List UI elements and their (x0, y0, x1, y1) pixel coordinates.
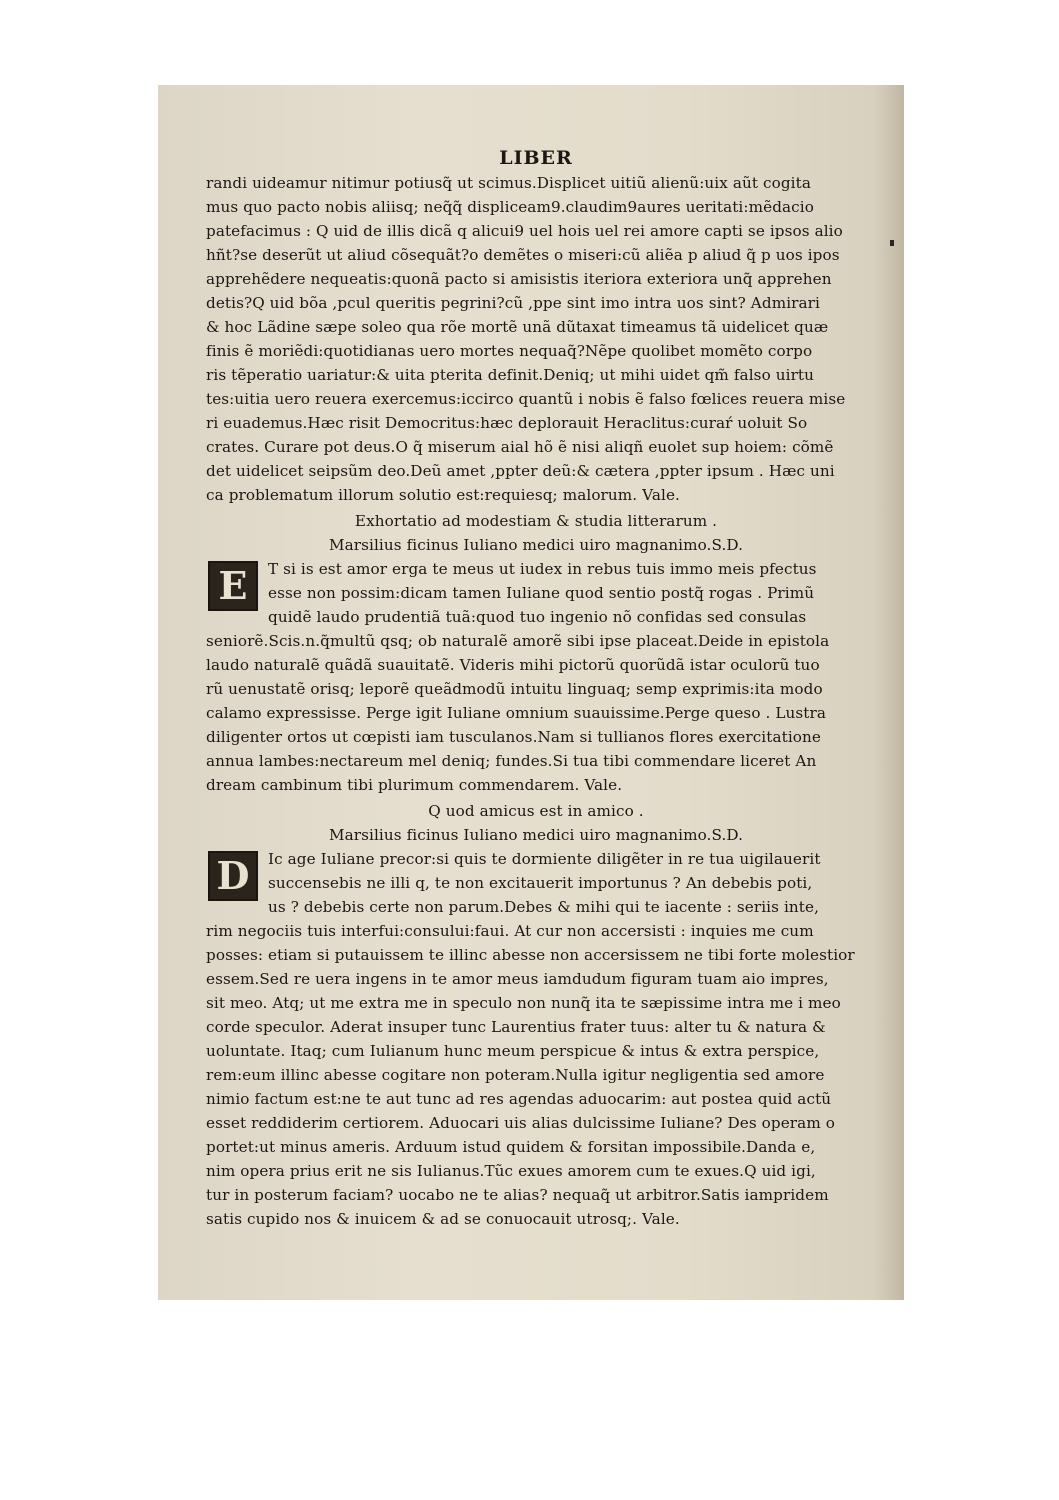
decorated-initial-e: E (208, 561, 258, 611)
section2-lines (206, 557, 866, 797)
text-line: diligenter ortos ut cœpisti iam tusculanos.Nam si tullianos flores exercitatione (206, 728, 821, 746)
text-line: apprehẽdere nequeatis:quonã pacto si amisistis iteriora exteriora unq̃ apprehen (206, 270, 832, 288)
text-line: T si is est amor erga te meus ut iudex in rebus tuis immo meis pfectus (268, 560, 817, 578)
text-line: satis cupido nos & inuicem & ad se conuocauit utrosq;. Vale. (206, 1210, 680, 1228)
text-line: ri euademus.Hæc risit Democritus:hæc deplorauit Heraclitus:curaŕ uoluit So (206, 414, 808, 432)
text-line: esse non possim:dicam tamen Iuliane quod sentio postq̃ rogas . Primũ (268, 584, 815, 602)
text-line: portet:ut minus ameris. Arduum istud quidem & forsitan impossibile.Danda e, (206, 1138, 816, 1156)
paragraph-letter-end (206, 171, 866, 507)
text-line: sit meo. Atq; ut me extra me in speculo non nunq̃ ita te sæpissime intra me i meo (206, 994, 841, 1012)
section3-salutation: Marsilius ficinus Iuliano medici uiro magnanimo.S.D. (328, 826, 744, 844)
text-line: mus quo pacto nobis aliisq; neq̃q̃ displiceam9.claudim9aures ueritati:mẽdacio (206, 198, 814, 216)
scanned-book-page (158, 85, 904, 1300)
text-line: us ? debebis certe non parum.Debes & mihi qui te iacente : seriis inte, (268, 898, 820, 916)
text-line: & hoc Lãdine sæpe soleo qua rõe mortẽ unã dũtaxat timeamus tã uidelicet quæ (206, 318, 829, 336)
text-line: succensebis ne illi q, te non excitauerit importunus ? An debebis poti, (268, 874, 813, 892)
margin-mark (890, 240, 894, 246)
text-line: calamo expressisse. Perge igit Iuliane omnium suauissime.Perge queso . Lustra (206, 704, 827, 722)
text-line: patefacimus : Q uid de illis dicã q alicui9 uel hois uel rei amore capti se ipsos alio (206, 222, 843, 240)
text-line: det uidelicet seipsũm deo.Deũ amet ,ppter deũ:& cætera ,ppter ipsum . Hæc uni (206, 462, 835, 480)
text-line: Ic age Iuliane precor:si quis te dormiente diligẽter in re tua uigilauerit (268, 850, 821, 868)
decorated-initial-d: D (208, 851, 258, 901)
section2-body (206, 557, 866, 797)
text-line: tes:uitia uero reuera exercemus:iccirco quantũ i nobis ẽ falso fœlices reuera mise (206, 390, 846, 408)
text-line: ris tẽperatio uariatur:& uita pterita definit.Deniq; ut mihi uidet qm̃ falso uirtu (206, 366, 815, 384)
text-line: rim negociis tuis interfui:consului:faui. At cur non accersisti : inquies me cum (206, 922, 814, 940)
text-line: nimio factum est:ne te aut tunc ad res agendas aduocarim: aut postea quid actũ (206, 1090, 832, 1108)
text-line: tur in posterum faciam? uocabo ne te alias? nequaq̃ ut arbitror.Satis iampridem (206, 1186, 829, 1204)
text-line: seniorẽ.Scis.n.q̃multũ qsq; ob naturalẽ amorẽ sibi ipse placeat.Deide in epistola (206, 632, 830, 650)
section2-salutation: Marsilius ficinus Iuliano medici uiro magnanimo.S.D. (328, 536, 744, 554)
text-line: uoluntate. Itaq; cum Iulianum hunc meum perspicue & intus & extra perspice, (206, 1042, 820, 1060)
section3-lines (206, 847, 866, 1231)
text-line: finis ẽ moriẽdi:quotidianas uero mortes nequaq̃?Nẽpe quolibet momẽto corpo (206, 342, 813, 360)
text-line: crates. Curare pot deus.O q̃ miserum aial hõ ẽ nisi aliqñ euolet sup hoiem: cõmẽ (206, 438, 834, 456)
text-line: corde speculor. Aderat insuper tunc Laurentius frater tuus: alter tu & natura & (206, 1018, 826, 1036)
text-line: randi uideamur nitimur potiusq̃ ut scimus.Displicet uitiũ alienũ:uix aũt cogita (206, 174, 811, 192)
text-line: ca problematum illorum solutio est:requiesq; malorum. Vale. (206, 486, 680, 504)
text-line: quidẽ laudo prudentiã tuã:quod tuo ingenio nõ confidas sed consulas (268, 608, 807, 626)
text-line: rũ uenustatẽ orisq; leporẽ queãdmodũ intuitu linguaq; semp exprimis:ita modo (206, 680, 823, 698)
text-line: annua lambes:nectareum mel deniq; fundes.Si tua tibi commendare liceret An (206, 752, 817, 770)
text-line: essem.Sed re uera ingens in te amor meus iamdudum figuram tuam aio impres, (206, 970, 829, 988)
page-heading: LIBER (499, 147, 573, 169)
text-line: rem:eum illinc abesse cogitare non poteram.Nulla igitur negligentia sed amore (206, 1066, 825, 1084)
text-line: nim opera prius erit ne sis Iulianus.Tũc exues amorem cum te exues.Q uid igi, (206, 1162, 816, 1180)
section2-title: Exhortatio ad modestiam & studia litterarum . (354, 512, 718, 530)
text-line: detis?Q uid bõa ,pcul queritis pegrini?cũ ,ppe sint imo intra uos sint? Admirari (206, 294, 820, 312)
text-line: esset reddiderim certiorem. Aduocari uis alias dulcissime Iuliane? Des operam o (206, 1114, 835, 1132)
section3-body (206, 847, 866, 1231)
text-line: posses: etiam si putauissem te illinc abesse non accersissem ne tibi forte molestior (206, 946, 855, 964)
text-line: laudo naturalẽ quãdã suauitatẽ. Videris mihi pictorũ quorũdã istar oculorũ tuo (206, 656, 820, 674)
text-line: dream cambinum tibi plurimum commendarem. Vale. (206, 776, 623, 794)
text-line: hñt?se deserũt ut aliud cõsequãt?o demẽtes o miseri:cũ aliẽa p aliud q̃ p uos ipos (206, 246, 840, 264)
section3-title: Q uod amicus est in amico . (428, 802, 644, 820)
page-text-area (206, 147, 866, 1231)
